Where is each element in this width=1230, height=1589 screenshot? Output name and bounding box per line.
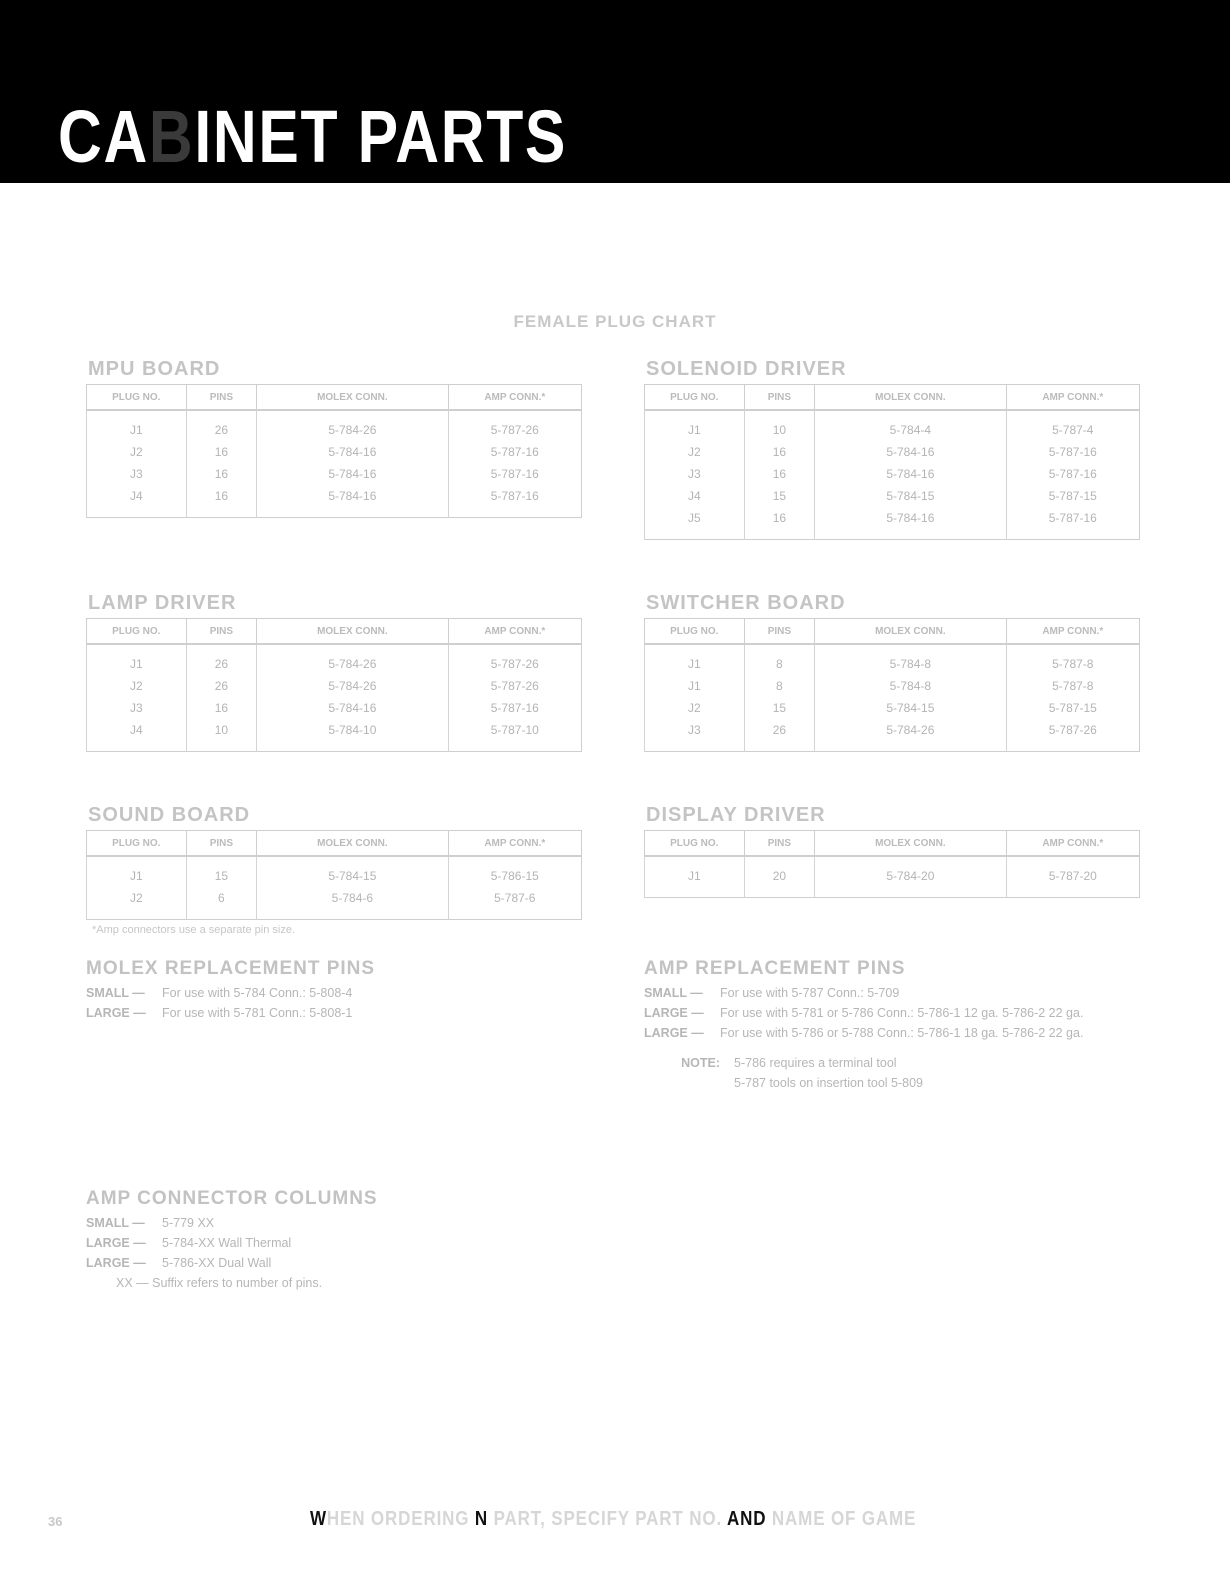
table-row <box>645 410 1140 441</box>
footer-w: W <box>310 1508 327 1530</box>
plug-table <box>644 384 1140 540</box>
amp-line-text: For use with 5-786 or 5-788 Conn.: 5-786-1 18 ga. 5-786-2 22 ga. <box>720 1026 1084 1040</box>
table-cell-plug: J1 <box>87 410 187 441</box>
table-cell-molex: 5-784-26 <box>257 410 448 441</box>
column-header-amp: AMP CONN.* <box>448 385 581 411</box>
table-cell-pins: 20 <box>744 856 815 898</box>
amp-note-text <box>734 1056 1144 1090</box>
amp-connector-note: XX — Suffix refers to number of pins. <box>116 1276 323 1290</box>
column-header-molex: MOLEX CONN. <box>257 385 448 411</box>
table-row <box>645 463 1140 485</box>
table-cell-molex: 5-784-26 <box>257 644 448 675</box>
amp-connector-line-label: LARGE — <box>86 1236 146 1250</box>
table-cell-amp: 5-787-20 <box>1006 856 1139 898</box>
table-cell-pins: 15 <box>744 697 815 719</box>
molex-line-label: LARGE — <box>86 1006 146 1020</box>
molex-replacement-title: MOLEX REPLACEMENT PINS <box>86 958 376 979</box>
page-title-ghost-letter: B <box>148 95 195 178</box>
amp-connector-line <box>86 1216 606 1230</box>
table-cell-amp: 5-786-15 <box>448 856 581 887</box>
table-row <box>645 719 1140 752</box>
footer-faint-2: PART, SPECIFY PART NO. <box>488 1508 727 1530</box>
table-cell-plug: J4 <box>87 719 187 752</box>
amp-replacement-section <box>644 958 1144 1096</box>
table-cell-pins: 16 <box>186 463 257 485</box>
column-header-plug: PLUG NO. <box>87 831 187 857</box>
table-cell-pins: 26 <box>186 675 257 697</box>
column-header-pins: PINS <box>744 619 815 645</box>
table-cell-plug: J1 <box>87 644 187 675</box>
board-name: SOLENOID DRIVER <box>646 358 847 380</box>
table-cell-amp: 5-787-16 <box>448 697 581 719</box>
amp-connector-line <box>86 1256 606 1270</box>
plug-table <box>86 830 582 920</box>
board-display-driver <box>644 804 1140 898</box>
table-cell-pins: 15 <box>744 485 815 507</box>
table-row <box>87 485 582 518</box>
amp-line <box>644 1026 1144 1040</box>
table-row <box>87 410 582 441</box>
molex-line <box>86 986 606 1000</box>
table-cell-amp: 5-787-15 <box>1006 485 1139 507</box>
table-row <box>87 697 582 719</box>
table-cell-plug: J2 <box>87 887 187 920</box>
table-cell-amp: 5-787-16 <box>448 485 581 518</box>
table-cell-molex: 5-784-16 <box>257 485 448 518</box>
column-header-molex: MOLEX CONN. <box>257 831 448 857</box>
page-title-part1: CA <box>58 95 149 178</box>
board-name: LAMP DRIVER <box>88 592 237 614</box>
table-row <box>87 463 582 485</box>
table-row <box>87 441 582 463</box>
column-header-plug: PLUG NO. <box>645 831 745 857</box>
column-header-plug: PLUG NO. <box>87 385 187 411</box>
table-cell-amp: 5-787-26 <box>448 644 581 675</box>
table-row <box>87 887 582 920</box>
table-cell-molex: 5-784-16 <box>815 463 1006 485</box>
table-cell-molex: 5-784-16 <box>257 463 448 485</box>
amp-connector-line-label: SMALL — <box>86 1216 145 1230</box>
column-header-molex: MOLEX CONN. <box>257 619 448 645</box>
table-cell-molex: 5-784-8 <box>815 675 1006 697</box>
column-header-plug: PLUG NO. <box>645 619 745 645</box>
table-cell-amp: 5-787-16 <box>448 441 581 463</box>
table-cell-molex: 5-784-8 <box>815 644 1006 675</box>
molex-line-text: For use with 5-784 Conn.: 5-808-4 <box>162 986 353 1000</box>
table-row <box>645 644 1140 675</box>
footer-and: AND <box>726 1508 767 1530</box>
table-cell-plug: J2 <box>87 441 187 463</box>
table-cell-pins: 8 <box>744 675 815 697</box>
amp-line-label: LARGE — <box>644 1026 704 1040</box>
amp-note-label: NOTE: <box>681 1056 720 1070</box>
table-cell-plug: J4 <box>645 485 745 507</box>
board-sound <box>86 804 582 936</box>
table-cell-pins: 16 <box>186 697 257 719</box>
board-lamp-driver <box>86 592 582 752</box>
plug-table <box>644 830 1140 898</box>
table-cell-molex: 5-784-16 <box>815 441 1006 463</box>
table-row <box>645 485 1140 507</box>
table-cell-pins: 10 <box>186 719 257 752</box>
table-cell-amp: 5-787-16 <box>1006 507 1139 540</box>
table-cell-amp: 5-787-8 <box>1006 644 1139 675</box>
board-switcher <box>644 592 1140 752</box>
molex-line-label: SMALL — <box>86 986 145 1000</box>
molex-line-text: For use with 5-781 Conn.: 5-808-1 <box>162 1006 353 1020</box>
amp-line <box>644 1006 1144 1020</box>
table-cell-amp: 5-787-15 <box>1006 697 1139 719</box>
footer-faint-1: HEN ORDERING <box>326 1508 475 1530</box>
column-header-pins: PINS <box>186 385 257 411</box>
table-cell-pins: 26 <box>186 410 257 441</box>
table-cell-molex: 5-784-26 <box>815 719 1006 752</box>
amp-connector-line-label: LARGE — <box>86 1256 146 1270</box>
table-cell-plug: J1 <box>645 644 745 675</box>
table-cell-pins: 26 <box>744 719 815 752</box>
page-title <box>58 95 568 178</box>
footer-ordering-note <box>310 1508 917 1531</box>
table-row <box>645 441 1140 463</box>
header-bar <box>0 0 1230 183</box>
table-cell-molex: 5-784-15 <box>257 856 448 887</box>
table-cell-pins: 16 <box>744 441 815 463</box>
table-cell-pins: 6 <box>186 887 257 920</box>
table-row <box>645 856 1140 898</box>
table-cell-pins: 16 <box>744 507 815 540</box>
board-name: DISPLAY DRIVER <box>646 804 826 826</box>
plug-table <box>86 384 582 518</box>
amp-line <box>644 986 1144 1000</box>
page-number: 36 <box>48 1514 63 1529</box>
table-cell-plug: J2 <box>87 675 187 697</box>
amp-connector-title: AMP CONNECTOR COLUMNS <box>86 1188 378 1209</box>
table-cell-pins: 26 <box>186 644 257 675</box>
plug-table <box>86 618 582 752</box>
amp-line-text: For use with 5-787 Conn.: 5-709 <box>720 986 900 1000</box>
board-name: SWITCHER BOARD <box>646 592 846 614</box>
table-cell-amp: 5-787-16 <box>1006 441 1139 463</box>
footer-faint-3: NAME OF GAME <box>766 1508 917 1530</box>
table-cell-amp: 5-787-16 <box>1006 463 1139 485</box>
table-cell-molex: 5-784-16 <box>257 697 448 719</box>
chart-title: FEMALE PLUG CHART <box>513 312 717 331</box>
column-header-amp: AMP CONN.* <box>1006 619 1139 645</box>
column-header-molex: MOLEX CONN. <box>815 831 1006 857</box>
table-cell-molex: 5-784-4 <box>815 410 1006 441</box>
table-row <box>87 644 582 675</box>
table-cell-pins: 16 <box>186 485 257 518</box>
amp-line-label: SMALL — <box>644 986 703 1000</box>
table-cell-amp: 5-787-16 <box>448 463 581 485</box>
table-row <box>645 675 1140 697</box>
column-header-amp: AMP CONN.* <box>448 619 581 645</box>
table-row <box>87 856 582 887</box>
column-header-plug: PLUG NO. <box>87 619 187 645</box>
table-cell-pins: 16 <box>186 441 257 463</box>
table-cell-amp: 5-787-6 <box>448 887 581 920</box>
amp-connector-line <box>86 1236 606 1250</box>
amp-note-line: 5-786 requires a terminal tool <box>734 1056 897 1070</box>
amp-line-label: LARGE — <box>644 1006 704 1020</box>
amp-connector-line-text: 5-779 XX <box>162 1216 215 1230</box>
amp-note <box>644 1056 1144 1090</box>
table-cell-molex: 5-784-16 <box>257 441 448 463</box>
table-cell-molex: 5-784-20 <box>815 856 1006 898</box>
table-cell-amp: 5-787-26 <box>1006 719 1139 752</box>
table-cell-plug: J1 <box>645 675 745 697</box>
table-cell-molex: 5-784-15 <box>815 697 1006 719</box>
board-solenoid-driver <box>644 358 1140 540</box>
table-cell-amp: 5-787-8 <box>1006 675 1139 697</box>
table-cell-plug: J3 <box>645 463 745 485</box>
table-row <box>645 507 1140 540</box>
table-cell-plug: J1 <box>87 856 187 887</box>
table-cell-plug: J2 <box>645 697 745 719</box>
molex-replacement-section <box>86 958 606 1026</box>
table-cell-amp: 5-787-4 <box>1006 410 1139 441</box>
table-cell-plug: J3 <box>87 463 187 485</box>
table-cell-plug: J1 <box>645 856 745 898</box>
table-cell-amp: 5-787-26 <box>448 410 581 441</box>
table-row <box>87 719 582 752</box>
column-header-molex: MOLEX CONN. <box>815 385 1006 411</box>
table-cell-plug: J3 <box>87 697 187 719</box>
table-cell-amp: 5-787-10 <box>448 719 581 752</box>
board-name: SOUND BOARD <box>88 804 251 826</box>
table-cell-pins: 15 <box>186 856 257 887</box>
table-cell-plug: J4 <box>87 485 187 518</box>
table-cell-molex: 5-784-10 <box>257 719 448 752</box>
amp-line-text: For use with 5-781 or 5-786 Conn.: 5-786-1 12 ga. 5-786-2 22 ga. <box>720 1006 1084 1020</box>
molex-line <box>86 1006 606 1020</box>
amp-footnote: *Amp connectors use a separate pin size. <box>92 924 296 936</box>
table-cell-amp: 5-787-26 <box>448 675 581 697</box>
column-header-amp: AMP CONN.* <box>1006 831 1139 857</box>
amp-connector-section <box>86 1188 606 1294</box>
table-row <box>87 675 582 697</box>
table-cell-pins: 10 <box>744 410 815 441</box>
amp-connector-line-text: 5-786-XX Dual Wall <box>162 1256 272 1270</box>
board-mpu <box>86 358 582 518</box>
column-header-pins: PINS <box>744 385 815 411</box>
table-cell-molex: 5-784-26 <box>257 675 448 697</box>
column-header-amp: AMP CONN.* <box>448 831 581 857</box>
page-title-part2: INET PARTS <box>194 95 568 178</box>
column-header-plug: PLUG NO. <box>645 385 745 411</box>
column-header-amp: AMP CONN.* <box>1006 385 1139 411</box>
table-cell-plug: J2 <box>645 441 745 463</box>
table-cell-molex: 5-784-16 <box>815 507 1006 540</box>
table-cell-plug: J5 <box>645 507 745 540</box>
column-header-pins: PINS <box>186 831 257 857</box>
amp-connector-line-text: 5-784-XX Wall Thermal <box>162 1236 292 1250</box>
table-cell-molex: 5-784-6 <box>257 887 448 920</box>
table-cell-plug: J1 <box>645 410 745 441</box>
table-cell-plug: J3 <box>645 719 745 752</box>
table-row <box>645 697 1140 719</box>
board-name: MPU BOARD <box>88 358 221 380</box>
table-cell-pins: 8 <box>744 644 815 675</box>
plug-table <box>644 618 1140 752</box>
column-header-pins: PINS <box>744 831 815 857</box>
footer-n: N <box>474 1508 489 1530</box>
column-header-pins: PINS <box>186 619 257 645</box>
amp-replacement-title: AMP REPLACEMENT PINS <box>644 958 906 979</box>
amp-note-line: 5-787 tools on insertion tool 5-809 <box>734 1076 924 1090</box>
column-header-molex: MOLEX CONN. <box>815 619 1006 645</box>
table-cell-molex: 5-784-15 <box>815 485 1006 507</box>
table-cell-pins: 16 <box>744 463 815 485</box>
